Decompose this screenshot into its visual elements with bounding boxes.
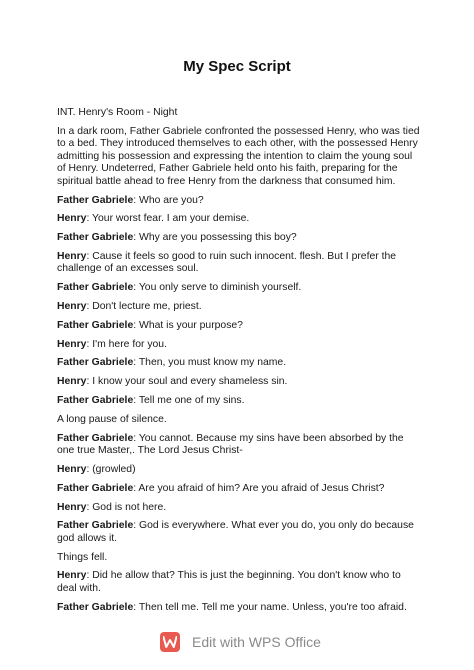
- dialogue-line: [57, 339, 423, 352]
- dialogue-text: : Then tell me. Tell me your name. Unless, you're too afraid.: [133, 601, 407, 613]
- dialogue-text: : Why are you possessing this boy?: [133, 232, 297, 244]
- dialogue-line: [57, 320, 423, 333]
- dialogue-line: [57, 602, 423, 615]
- dialogue-text: : You only serve to diminish yourself.: [133, 282, 302, 294]
- dialogue-line: [57, 232, 423, 245]
- speaker-name: Father Gabriele: [57, 482, 134, 494]
- dialogue-text: : Cause it feels so good to ruin such innocent. flesh. But I prefer the challenge of an excesses soul.: [57, 250, 397, 275]
- dialogue-text: : I know your soul and every shameless sin.: [86, 376, 288, 388]
- action-text: A long pause of silence.: [57, 413, 167, 425]
- dialogue-line: [57, 357, 423, 370]
- dialogue-text: : Did he allow that? This is just the beginning. You don't know who to deal with.: [57, 570, 401, 594]
- dialogue-text: : Then, you must know my name.: [133, 357, 287, 369]
- dialogue-line: [57, 251, 423, 276]
- dialogue-text: : I'm here for you.: [86, 338, 167, 350]
- dialogue-line: [57, 464, 423, 477]
- dialogue-text: : Don't lecture me, priest.: [86, 301, 202, 313]
- action-line: [57, 552, 423, 565]
- dialogue-text: : Tell me one of my sins.: [133, 395, 245, 407]
- dialogue-line: [57, 213, 423, 226]
- wps-footer[interactable]: [160, 627, 360, 657]
- action-line: [57, 414, 423, 427]
- dialogue-line: [57, 570, 423, 595]
- speaker-name: Father Gabriele: [57, 282, 134, 294]
- dialogue-line: [57, 195, 423, 208]
- dialogue-text: : (growled): [86, 463, 136, 475]
- action-text: Things fell.: [57, 551, 108, 563]
- dialogue-text: : Who are you?: [133, 194, 204, 206]
- scene-heading: INT. Henry's Room - Night: [57, 107, 178, 118]
- dialogue-line: [57, 433, 423, 458]
- script-content: [57, 107, 423, 621]
- speaker-name: Father Gabriele: [57, 520, 134, 532]
- document-title: My Spec Script: [183, 58, 291, 75]
- dialogue-line: [57, 301, 423, 314]
- speaker-name: Father Gabriele: [57, 232, 134, 244]
- dialogue-line: [57, 520, 423, 545]
- edit-with-wps-label: Edit with WPS Office: [192, 634, 321, 650]
- dialogue-lines: [57, 195, 423, 615]
- speaker-name: Father Gabriele: [57, 319, 134, 331]
- dialogue-text: : You cannot. Because my sins have been absorbed by the one true Master,. The Lord Jesus Christ-: [57, 432, 404, 457]
- action-intro: In a dark room, Father Gabriele confronted the possessed Henry, who was tied to a bed. They introduced themselves to each other, with the possessed Henry admitting his possession and expressing the intention to claim the young soul of Henry. Undeterred, Father Gabriele held onto his faith, preparing for the spiritual battle ahead to free Henry from the darkness that consumed him.: [57, 125, 420, 187]
- speaker-name: Henry: [57, 570, 87, 582]
- dialogue-line: [57, 376, 423, 389]
- speaker-name: Henry: [57, 250, 87, 262]
- wps-office-logo-icon: [160, 632, 180, 652]
- speaker-name: Father Gabriele: [57, 395, 134, 407]
- speaker-name: Henry: [57, 301, 87, 313]
- dialogue-line: [57, 395, 423, 408]
- speaker-name: Henry: [57, 376, 87, 388]
- speaker-name: Henry: [57, 501, 87, 513]
- dialogue-text: : Your worst fear. I am your demise.: [86, 213, 250, 225]
- speaker-name: Henry: [57, 338, 87, 350]
- dialogue-line: [57, 483, 423, 496]
- dialogue-text: : Are you afraid of him? Are you afraid of Jesus Christ?: [133, 482, 385, 494]
- dialogue-line: [57, 502, 423, 515]
- speaker-name: Henry: [57, 463, 87, 475]
- speaker-name: Father Gabriele: [57, 601, 134, 613]
- speaker-name: Henry: [57, 213, 87, 225]
- dialogue-text: : God is everywhere. What ever you do, you only do because god allows it.: [57, 520, 414, 544]
- speaker-name: Father Gabriele: [57, 194, 134, 206]
- dialogue-text: : God is not here.: [86, 501, 167, 513]
- speaker-name: Father Gabriele: [57, 357, 134, 369]
- dialogue-text: : What is your purpose?: [133, 319, 243, 331]
- speaker-name: Father Gabriele: [57, 432, 134, 444]
- dialogue-line: [57, 282, 423, 295]
